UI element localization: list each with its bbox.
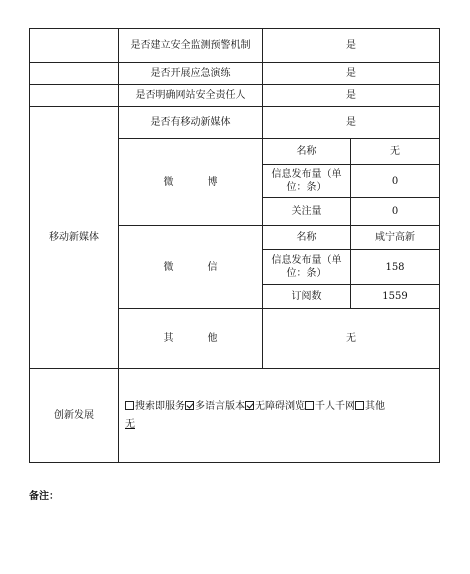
- innovation-options-line: [125, 398, 433, 434]
- option-label: 搜索即服务: [135, 400, 185, 412]
- table-row: [30, 107, 440, 139]
- weibo-label: 微 博: [119, 139, 263, 226]
- remark-label: 备注：: [29, 491, 59, 502]
- empty-left-cell: [30, 29, 119, 63]
- row-value: 是: [263, 63, 440, 85]
- weibo-name-label: 名称: [263, 139, 351, 165]
- wechat-name-label: 名称: [263, 226, 351, 250]
- option-other[interactable]: [355, 401, 385, 412]
- row-value: 是: [263, 85, 440, 107]
- table-row: [30, 29, 440, 63]
- innovation-other-value: 无: [125, 418, 135, 430]
- mobile-media-section-label: 移动新媒体: [30, 107, 119, 369]
- other-media-value: 无: [263, 309, 440, 369]
- table-row: [30, 369, 440, 463]
- weibo-followers-value: 0: [351, 198, 440, 226]
- option-label: 多语言版本: [195, 400, 245, 412]
- report-table: [29, 28, 440, 463]
- row-label: 是否开展应急演练: [119, 63, 263, 85]
- innovation-options: [119, 369, 440, 463]
- option-label: 千人千网: [315, 400, 355, 412]
- empty-left-cell: [30, 63, 119, 85]
- checkbox-checked-icon[interactable]: [185, 401, 194, 410]
- option-multilingual[interactable]: [185, 401, 245, 412]
- table-row: [30, 85, 440, 107]
- weibo-posts-value: 0: [351, 165, 440, 198]
- checkbox-icon[interactable]: [305, 401, 314, 410]
- wechat-posts-value: 158: [351, 250, 440, 285]
- weibo-name-value: 无: [351, 139, 440, 165]
- weibo-followers-label: 关注量: [263, 198, 351, 226]
- wechat-posts-label: 信息发布量（单位：条）: [263, 250, 351, 285]
- checkbox-icon[interactable]: [355, 401, 364, 410]
- option-label: 无障碍浏览: [255, 400, 305, 412]
- row-label: 是否建立安全监测预警机制: [119, 29, 263, 63]
- has-new-media-label: 是否有移动新媒体: [119, 107, 263, 139]
- other-media-label: 其 他: [119, 309, 263, 369]
- option-accessible-browsing[interactable]: [245, 401, 305, 412]
- table-row: [30, 63, 440, 85]
- checkbox-checked-icon[interactable]: [245, 401, 254, 410]
- weibo-posts-label: 信息发布量（单位：条）: [263, 165, 351, 198]
- wechat-subscribers-label: 订阅数: [263, 285, 351, 309]
- wechat-label: 微 信: [119, 226, 263, 309]
- wechat-name-value: 咸宁高新: [351, 226, 440, 250]
- row-label: 是否明确网站安全责任人: [119, 85, 263, 107]
- option-label: 其他: [365, 400, 385, 412]
- wechat-subscribers-value: 1559: [351, 285, 440, 309]
- empty-left-cell: [30, 85, 119, 107]
- option-personalized[interactable]: [305, 401, 355, 412]
- innovation-label: 创新发展: [30, 369, 119, 463]
- option-search-as-service[interactable]: [125, 401, 185, 412]
- has-new-media-value: 是: [263, 107, 440, 139]
- row-value: 是: [263, 29, 440, 63]
- checkbox-icon[interactable]: [125, 401, 134, 410]
